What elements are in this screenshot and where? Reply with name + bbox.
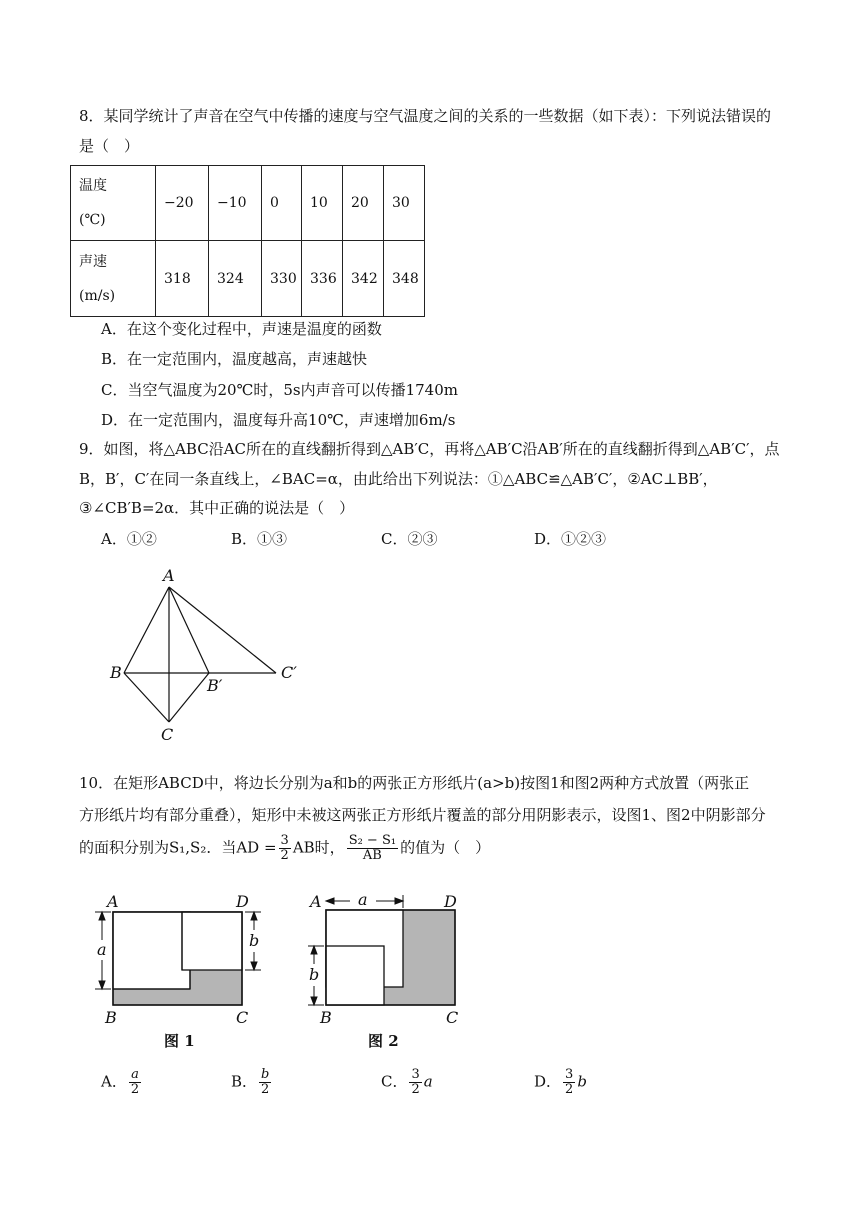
fig2-label-b-vertex: B [320,1008,332,1027]
q9-option-d: D．①②③ [534,530,607,548]
fig1-label-c-vertex: C [236,1008,249,1027]
fraction-denominator: 2 [411,1082,420,1097]
fig2-label-c-vertex: C [446,1008,459,1027]
q9-option-a: A．①② [101,530,157,548]
q10-stem-line2: 方形纸片均有部分重叠），矩形中未被这两张正方形纸片覆盖的部分用阴影表示，设图1、图2中阴影部分 [79,806,766,824]
fig2-label-a-vertex: A [310,892,322,911]
segment-ab1 [169,587,209,673]
option-letter: A． [101,1072,127,1091]
label-b: B [110,663,122,682]
temperature-unit: (℃) [79,212,106,228]
q8-option-c: C．当空气温度为20℃时，5s内声音可以传播1740m [101,381,458,399]
fig1-label-a-length: a [97,940,107,959]
temperature-label: 温度 [79,178,107,194]
option-fraction [563,1068,575,1097]
table-row [71,166,425,241]
fraction-three-halves [279,834,291,863]
speed-header [71,241,156,317]
option-letter: D． [534,1072,562,1091]
table-cell: 336 [302,241,343,317]
fig2-label-b-length: b [309,965,320,984]
q10-option-b [231,1068,273,1097]
table-cell: −10 [209,166,262,241]
option-letter: B． [231,1072,258,1091]
fig2-label-d-vertex: D [444,892,457,911]
q10-stem-text-a: 的面积分别为S₁,S₂．当AD = [79,838,277,857]
speed-label: 声速 [79,253,107,270]
q8-option-b: B．在一定范围内，温度越高，声速越快 [101,350,368,368]
option-variable: a [423,1072,433,1091]
fraction-numerator: 3 [280,833,289,848]
option-letter: C． [381,1072,408,1091]
table-row [71,241,425,317]
square-a [113,912,190,989]
option-variable: b [577,1072,587,1091]
fraction-numerator: 3 [411,1067,420,1082]
temperature-header [71,166,156,241]
segment-ac1 [169,587,276,673]
table-cell: 348 [384,241,425,317]
label-a: A [163,566,175,585]
q10-stem-line1: 10．在矩形ABCD中，将边长分别为a和b的两张正方形纸片(a>b)按图1和图2两种方式放置（两张正 [79,774,750,792]
q9-triangle-figure [100,565,320,750]
fraction-denominator: 2 [280,848,289,863]
q9-stem-line2: B，B′，C′在同一条直线上，∠BAC=α，由此给出下列说法：①△ABC≌△AB′C′，②AC⊥BB′， [79,470,718,488]
fig1-label-a-vertex: A [107,892,119,911]
q8-option-d: D．在一定范围内，温度每升高10℃，声速增加6m/s [101,411,456,429]
q8-data-table [70,165,425,317]
q9-option-c: C．②③ [381,530,438,548]
table-cell: 342 [343,241,384,317]
option-fraction [129,1068,141,1097]
q10-figure-1 [85,890,280,1055]
speed-unit: (m/s) [79,287,116,304]
fig1-label-b-vertex: B [105,1008,117,1027]
label-b-prime: B′ [207,676,223,695]
table-cell: 30 [384,166,425,241]
square-b [182,912,242,970]
fraction-denominator: AB [362,848,382,863]
table-cell: −20 [156,166,209,241]
fig1-caption: 图 1 [164,1032,195,1050]
table-cell: 324 [209,241,262,317]
option-fraction [259,1068,271,1097]
fraction-numerator: S₂ − S₁ [348,833,397,848]
fraction-denominator: 2 [565,1082,574,1097]
q10-stem-line3 [79,834,490,863]
table-cell: 10 [302,166,343,241]
q9-stem-line3: ③∠CB′B=2α．其中正确的说法是（ ） [79,499,355,517]
q9-option-b: B．①③ [231,530,288,548]
fraction-numerator: 3 [565,1067,574,1082]
fraction-s2-minus-s1 [347,834,398,863]
q10-option-c [381,1068,433,1097]
segment-bc [124,673,169,722]
q10-figure-2 [300,890,480,1055]
fig2-caption: 图 2 [368,1032,399,1050]
fraction-denominator: 2 [130,1082,140,1097]
option-fraction [409,1068,421,1097]
fig2-label-a-length: a [358,890,368,909]
fraction-numerator: b [261,1067,270,1082]
fraction-numerator: a [129,1068,141,1083]
q10-stem-text-b: AB时， [292,838,345,857]
q8-stem-line1: 8．某同学统计了声音在空气中传播的速度与空气温度之间的关系的一些数据（如下表）：下列说法错误的 [79,107,772,125]
fig1-label-b-length: b [249,931,260,950]
segment-b1c [169,673,209,722]
fig1-label-d-vertex: D [236,892,249,911]
q9-stem-line1: 9．如图，将△ABC沿AC所在的直线翻折得到△AB′C，再将△AB′C沿AB′所在的直线翻折得到△AB′C′，点 [79,440,780,458]
table-cell: 318 [156,241,209,317]
fraction-denominator: 2 [261,1082,270,1097]
table-cell: 0 [262,166,302,241]
label-c: C [161,725,174,744]
table-cell: 20 [343,166,384,241]
label-c-prime: C′ [281,663,297,682]
q8-stem-line2: 是（ ） [79,137,140,155]
segment-ab [124,587,169,673]
q8-option-a: A．在这个变化过程中，声速是温度的函数 [101,320,382,338]
table-cell: 330 [262,241,302,317]
square-b [326,946,384,1005]
q10-stem-text-c: 的值为（ ） [400,838,491,857]
q10-option-a [101,1068,143,1097]
q10-option-d [534,1068,587,1097]
